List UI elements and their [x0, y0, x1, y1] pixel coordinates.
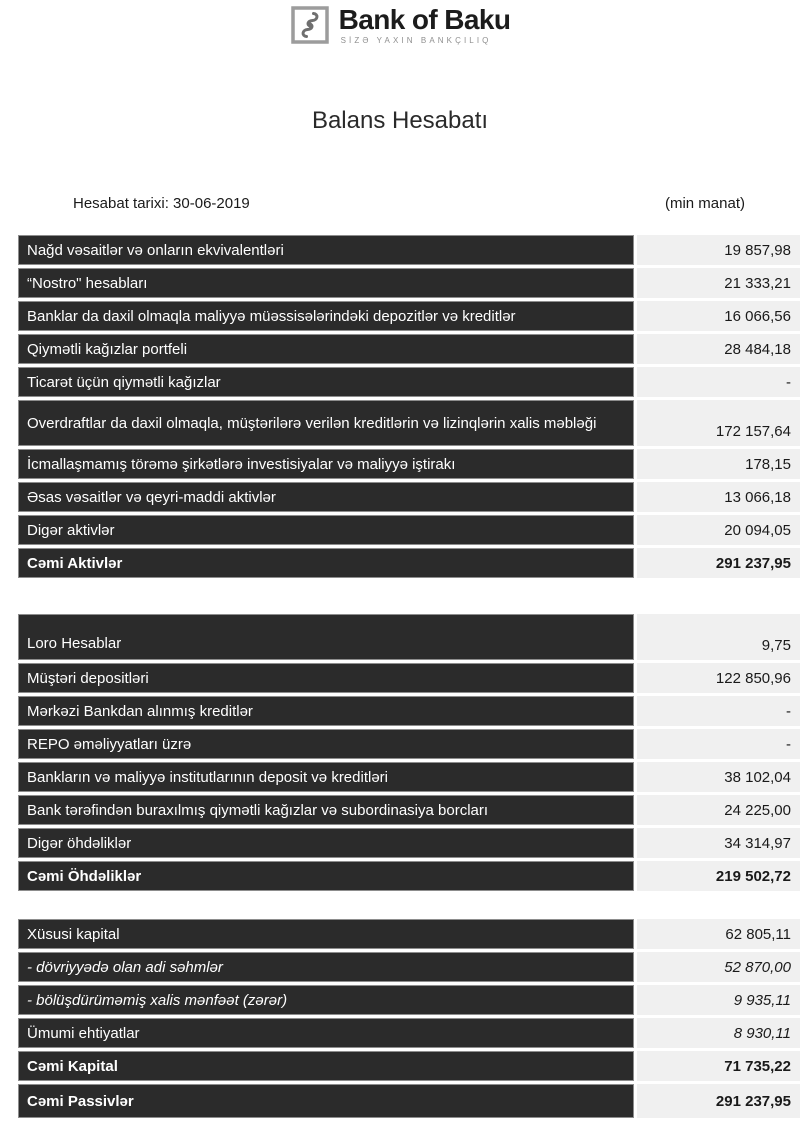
bank-of-baku-chain-icon	[290, 5, 330, 45]
table-row-total-passives	[18, 1084, 800, 1118]
row-value: 172 157,64	[637, 400, 800, 446]
table-row	[18, 985, 800, 1015]
assets-table	[18, 235, 800, 578]
row-label: Ticarət üçün qiymətli kağızlar	[18, 367, 634, 397]
row-value: 291 237,95	[637, 548, 800, 578]
table-row	[18, 235, 800, 265]
row-value: 38 102,04	[637, 762, 800, 792]
row-label: Müştəri depositləri	[18, 663, 634, 693]
table-row	[18, 367, 800, 397]
capital-table	[18, 919, 800, 1118]
row-value: 24 225,00	[637, 795, 800, 825]
row-label: “Nostro" hesabları	[18, 268, 634, 298]
table-row-total-assets	[18, 548, 800, 578]
table-row	[18, 952, 800, 982]
row-label: - dövriyyədə olan adi səhmlər	[18, 952, 634, 982]
row-label: Ümumi ehtiyatlar	[18, 1018, 634, 1048]
row-label: Qiymətli kağızlar portfeli	[18, 334, 634, 364]
row-value: 178,15	[637, 449, 800, 479]
row-value: -	[637, 367, 800, 397]
table-row	[18, 515, 800, 545]
row-value: 13 066,18	[637, 482, 800, 512]
table-row	[18, 828, 800, 858]
row-label: Bank tərəfindən buraxılmış qiymətli kağızlar və subordinasiya borcları	[18, 795, 634, 825]
row-label: Banklar da daxil olmaqla maliyyə müəssisələrindəki depozitlər və kreditlər	[18, 301, 634, 331]
row-value: -	[637, 696, 800, 726]
row-label: REPO əməliyyatları üzrə	[18, 729, 634, 759]
row-label: Bankların və maliyyə institutlarının deposit və kreditləri	[18, 762, 634, 792]
row-value: 9,75	[637, 614, 800, 660]
row-label: Nağd vəsaitlər və onların ekvivalentləri	[18, 235, 634, 265]
row-value: 16 066,56	[637, 301, 800, 331]
bank-tagline: SİZƏ YAXIN BANKÇILIQ	[340, 36, 492, 46]
row-label: Xüsusi kapital	[18, 919, 634, 949]
table-row	[18, 919, 800, 949]
report-date: Hesabat tarixi: 30-06-2019	[73, 195, 250, 213]
report-meta	[73, 195, 745, 212]
table-row-total-capital	[18, 1051, 800, 1081]
row-label: Cəmi Passivlər	[18, 1084, 634, 1118]
table-row	[18, 400, 800, 446]
row-label: Loro Hesablar	[18, 614, 634, 660]
row-label: Cəmi Kapital	[18, 1051, 634, 1081]
row-label: Overdraftlar da daxil olmaqla, müştərilərə verilən kreditlərin və lizinqlərin xalis məbləği	[18, 400, 634, 446]
row-value: 9 935,11	[637, 985, 800, 1015]
table-row	[18, 268, 800, 298]
table-row	[18, 449, 800, 479]
table-row	[18, 663, 800, 693]
row-value: 122 850,96	[637, 663, 800, 693]
page-title: Balans Hesabatı	[311, 107, 489, 135]
table-row	[18, 1018, 800, 1048]
row-label: Cəmi Öhdəliklər	[18, 861, 634, 891]
table-row	[18, 482, 800, 512]
row-value: 21 333,21	[637, 268, 800, 298]
row-value: 28 484,18	[637, 334, 800, 364]
table-row	[18, 795, 800, 825]
liabilities-table	[18, 614, 800, 891]
row-value: 62 805,11	[637, 919, 800, 949]
table-row-total-liabilities	[18, 861, 800, 891]
row-label: - bölüşdürüməmiş xalis mənfəət (zərər)	[18, 985, 634, 1015]
row-label: Əsas vəsaitlər və qeyri-maddi aktivlər	[18, 482, 634, 512]
bank-name: Bank of Baku	[338, 4, 511, 35]
row-label: Digər öhdəliklər	[18, 828, 634, 858]
row-value: 219 502,72	[637, 861, 800, 891]
table-row	[18, 729, 800, 759]
row-value: 71 735,22	[637, 1051, 800, 1081]
row-value: 19 857,98	[637, 235, 800, 265]
row-value: 34 314,97	[637, 828, 800, 858]
row-label: İcmallaşmamış törəmə şirkətlərə investisiyalar və maliyyə iştirakı	[18, 449, 634, 479]
table-row	[18, 696, 800, 726]
table-row	[18, 614, 800, 660]
row-value: 20 094,05	[637, 515, 800, 545]
row-label: Cəmi Aktivlər	[18, 548, 634, 578]
unit-label: (min manat)	[664, 195, 745, 213]
table-row	[18, 334, 800, 364]
row-value: 52 870,00	[637, 952, 800, 982]
table-row	[18, 762, 800, 792]
row-value: 291 237,95	[637, 1084, 800, 1118]
row-value: 8 930,11	[637, 1018, 800, 1048]
bank-logo	[0, 0, 800, 45]
table-row	[18, 301, 800, 331]
row-label: Digər aktivlər	[18, 515, 634, 545]
row-label: Mərkəzi Bankdan alınmış kreditlər	[18, 696, 634, 726]
row-value: -	[637, 729, 800, 759]
